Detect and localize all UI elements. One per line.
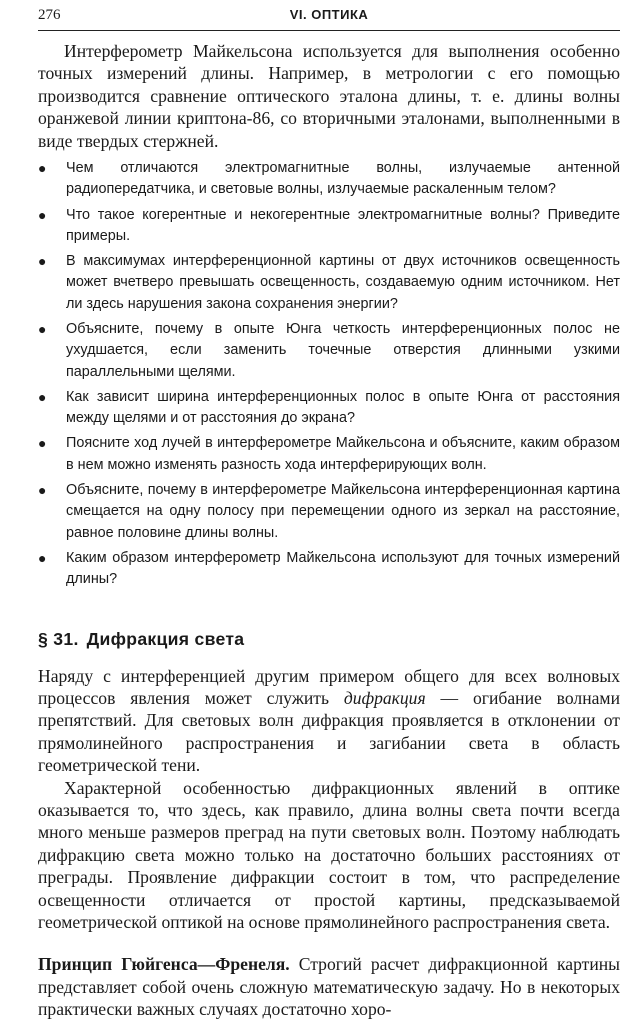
question-text: Каким образом интерферометр Майкельсона используют для точных измерений длины? bbox=[66, 549, 620, 588]
diffraction-term: дифракция bbox=[343, 687, 426, 708]
bullet-icon: ● bbox=[38, 435, 47, 452]
question-text: Объясните, почему в интерферометре Майкельсона интерференционная картина смещается на одну полосу при перемещении одного из зеркал на расстояние, равное половине длины волны. bbox=[66, 481, 620, 541]
question-text: Чем отличаются электромагнитные волны, излучаемые антенной радиопередатчика, и световые волны, излучаемые раскаленным телом? bbox=[66, 160, 620, 198]
bullet-icon: ● bbox=[38, 160, 47, 177]
characteristic-paragraph: Характерной особенностью дифракционных явлений в оптике оказывается то, что здесь, как правило, длина волны света почти всегда много меньше размеров преград на пути световых волн. Поэтому наблюдать дифракцию света можно только на достаточно больших расстояниях от преграды. Проявление дифракции состоит в том, что распределение освещенности отличается от простой картины, предсказываемой геометрической оптикой на основе прямолинейного распространения света. bbox=[38, 777, 620, 933]
diffraction-text-after: — огибание волнами препятствий. Для световых волн дифракция проявляется в отклонении от прямолинейного распространения и загибании света в область геометрической тени. bbox=[38, 687, 620, 776]
question-item bbox=[38, 251, 620, 315]
diffraction-paragraph bbox=[38, 665, 620, 777]
question-item bbox=[38, 480, 620, 544]
bullet-icon: ● bbox=[38, 481, 47, 498]
bullet-icon: ● bbox=[38, 388, 47, 405]
principle-text: Строгий расчет дифракционной картины представляет собой очень сложную математическую задачу. Но в некоторых практически важных случаях достаточно хоро- bbox=[38, 954, 620, 1020]
question-text: Объясните, почему в опыте Юнга четкость интерференционных полос не ухудшается, если заменить точечные отверстия длинными узкими параллельными щелями. bbox=[66, 320, 620, 380]
bullet-icon: ● bbox=[38, 549, 47, 566]
review-questions bbox=[38, 158, 620, 591]
question-item bbox=[38, 205, 620, 248]
principle-title: Принцип Гюйгенса—Френеля. bbox=[38, 954, 290, 975]
section-title: Дифракция света bbox=[86, 628, 245, 649]
question-item bbox=[38, 158, 620, 201]
question-text: Поясните ход лучей в интерферометре Майкельсона и объясните, каким образом в нем можно изменять разность хода интерферирующих волн. bbox=[66, 435, 620, 473]
question-item bbox=[38, 387, 620, 430]
question-text: Что такое когерентные и некогерентные электромагнитные волны? Приведите примеры. bbox=[66, 206, 620, 244]
question-text: В максимумах интерференционной картины от двух источников освещенность может вчетверо превышать освещенность, создаваемую одним источником. Нет ли здесь нарушения закона сохранения энергии? bbox=[66, 253, 620, 312]
question-item bbox=[38, 548, 620, 591]
diffraction-text-before: Наряду с интерференцией другим примером общего для всех волновых процессов явления может служить bbox=[38, 665, 620, 708]
bullet-icon: ● bbox=[38, 206, 47, 223]
header-rule bbox=[38, 30, 620, 31]
section-heading bbox=[38, 627, 620, 651]
question-item bbox=[38, 319, 620, 383]
question-text: Как зависит ширина интерференционных полос в опыте Юнга от расстояния между щелями и от расстояния до экрана? bbox=[66, 388, 620, 427]
section-number: § 31. bbox=[38, 628, 79, 649]
question-item bbox=[38, 433, 620, 476]
running-header bbox=[38, 0, 620, 30]
page-number: 276 bbox=[38, 7, 61, 23]
intro-paragraph: Интерферометр Майкельсона используется для выполнения особенно точных измерений длины. Например, в метрологии с его помощью производится сравнение оптического эталона длины, т. е. длины волны оранжевой линии криптона-86, со вторичными эталонами, выполненными в виде твердых стержней. bbox=[38, 41, 620, 151]
chapter-title: VI. ОПТИКА bbox=[289, 7, 369, 22]
book-page bbox=[38, 0, 620, 1021]
bullet-icon: ● bbox=[38, 320, 47, 337]
principle-paragraph bbox=[38, 953, 620, 1020]
bullet-icon: ● bbox=[38, 253, 47, 270]
